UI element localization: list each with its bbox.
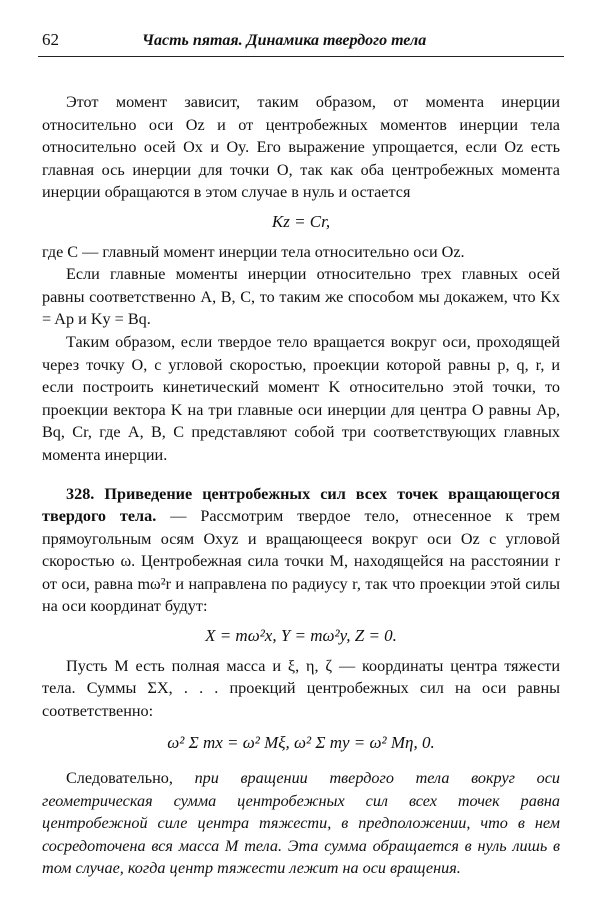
page-header [38, 30, 564, 57]
section-328 [42, 483, 560, 881]
running-title: Часть пятая. Динамика твердого тела [142, 32, 427, 49]
page-number: 62 [42, 30, 59, 49]
paragraph-summary: Таким образом, если твердое тело вращается вокруг оси, проходящей через точку O, с угловой скоростью, проекции которой равны p, q, r, и если построить кинетический момент K относительно этой точки, то проекции вектора K на три главные оси инерции для центра O равны Ap, Bq, Cr, где A, B, C представляют собой три соответствующих главных момента инерции. [42, 332, 560, 464]
paragraph-c-definition: где C — главный момент инерции тела относительно оси Oz. [42, 242, 465, 261]
section-text: — Рассмотрим твердое тело, отнесенное к трем прямоугольным осям Oxyz и вращающееся вокруг оси Oz с угловой скоростью ω. Центробежная сила точки M, находящейся на расстоянии r от оси, равна mω²r и направлена по радиусу r, так что проекции этой силы на оси координат будут: [42, 507, 560, 616]
paragraph-principal-moments: Если главные моменты инерции относительно трех главных осей равны соответственно A, B, C, то таким же способом мы докажем, что Kx = Ap и Ky = Bq. [42, 265, 560, 329]
conclusion-lead: Следовательно, [66, 769, 195, 788]
formula-kz: Kz = Cr, [271, 211, 331, 231]
section-title: 328. Приведение центробежных сил всех точек вращающегося твердого тела. [42, 484, 560, 526]
section-intro [42, 483, 560, 619]
paragraph-conclusion [42, 767, 560, 880]
paragraph-center-of-mass: Пусть M есть полная масса и ξ, η, ζ — координаты центра тяжести тела. Суммы ΣX, . . . проекций центробежных сил на оси равны соответственно: [42, 656, 560, 720]
body-text [42, 91, 560, 880]
conclusion-italic: при вращении твердого тела вокруг оси геометрическая сумма центробежных сил всех точек равна центробежной силе центра тяжести, в предположении, что в нем сосредоточена вся масса M тела. Эта сумма обращается в нуль лишь в том случае, когда центр тяжести лежит на оси вращения. [42, 769, 560, 878]
formula-centrifugal-projections: X = mω²x, Y = mω²y, Z = 0. [205, 626, 397, 646]
paragraph-moment-dependence: Этот момент зависит, таким образом, от момента инерции относительно оси Oz и от центробежных моментов инерции тела относительно осей Ox и Oy. Его выражение упрощается, если Oz есть главная ось инерции для точки O, так как оба центробежных момента инерции обращаются в этом случае в нуль и остается [42, 93, 560, 202]
formula-sums: ω² Σ mx = ω² Mξ, ω² Σ my = ω² Mη, 0. [167, 733, 435, 753]
